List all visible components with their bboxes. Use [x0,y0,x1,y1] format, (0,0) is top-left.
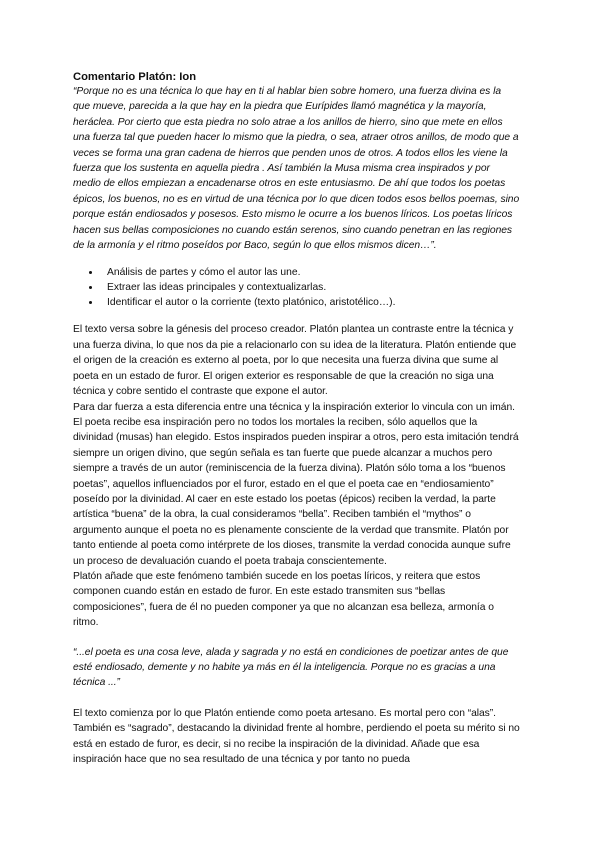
instruction-list [73,265,520,310]
paragraph: El texto comienza por lo que Platón entiende como poeta artesano. Es mortal pero con “alas”. También es “sagrado”, destacando la divinidad frente al hombre, perdiendo el poeta su mérito si no está en estado de furor, es decir, si no recibe la inspiración de la divinidad. Añade que esa inspiración hace que no sea resultado de una técnica y por tanto no pueda [73,707,520,766]
list-item: • Extraer las ideas principales y contextualizarlas. [101,280,520,295]
list-item: • Identificar el autor o la corriente (texto platónico, aristotélico…). [101,295,520,310]
opening-quote: “Porque no es una técnica lo que hay en ti al hablar bien sobre homero, una fuerza divina es la que mueve, parecida a la que hay en la piedra que Eurípides llamó magnética y la mayoría, heráclea. Por cierto que esta piedra no solo atrae a los anillos de hierro, sino que mete en ellos una fuerza tal que pueden hacer lo mismo que la piedra, o sea, atraer otros anillos, de modo que a veces se forma una gran cadena de hierros que penden unos de otros. A todos ellos les viene la fuerza que los sustenta en aquella piedra . Así también la Musa misma crea inspirados y por medio de ellos empiezan a encadenarse otros en este entusiasmo. De ahí que todos los poetas épicos, los buenos, no es en virtud de una técnica por lo que dicen todos esos bellos poemas, sino porque están endiosados y posesos. Esto mismo le ocurre a los buenos líricos. Los poetas líricos hacen sus bellas composiciones no cuando están serenos, sino cuando penetran en las regiones de la armonía y el ritmo poseídos por Baco, según lo que ellos mismos dicen…”. [73,86,520,252]
document-title: Comentario Platón: Ion [73,71,197,83]
paragraph: Para dar fuerza a esta diferencia entre una técnica y la inspiración exterior lo vincula con un imán. El poeta recibe esa inspiración pero no todos los mortales la reciben, sólo aquellos que la divinidad (musas) han elegido. Estos inspirados pueden inspirar a otros, pero esta imitación tendrá siempre un origen divino, que según señala es tan fuerte que puede alcanzar a muchos pero siempre a través de un autor (reminiscencia de la fuerza divina). Platón sólo toma a los “buenos poetas”, aquellos influenciados por el furor, estado en el que el poeta cae en “endiosamiento” poseído por la divinidad. Al caer en este estado los poetas (épicos) reciben la verdad, la parte artística “buena” de la obra, la cual consideramos “bella”. Reciben también el “mythos” o argumento aunque el poeta no es plenamente consciente de la verdad que transmite. Platón por tanto entiende al poeta como intérprete de los dioses, transmite la verdad conocida aunque sufre un proceso de devaluación cuando el poeta trabaja conscientemente. [73,401,519,567]
paragraph: Platón añade que este fenómeno también sucede en los poetas líricos, y reitera que estos componen cuando están en estado de furor. En este estado transmiten sus “bellas composiciones”, fuera de él no pueden componer ya que no alcanzan esa belleza, armonía o ritmo. [73,570,494,629]
list-item: • Análisis de partes y cómo el autor las une. [101,265,520,280]
second-quote: “...el poeta es una cosa leve, alada y sagrada y no está en condiciones de poetizar antes de que esté endiosado, demente y no habite ya más en él la inteligencia. Porque no es gracias a una técnica ...” [73,646,509,689]
body-section-1 [73,322,520,630]
paragraph: El texto versa sobre la génesis del proceso creador. Platón plantea un contraste entre la técnica y una fuerza divina, lo que nos da pie a relacionarlo con su idea de la literatura. Platón entiende que el origen de la creación es externo al poeta, por lo que necesita una fuerza divina que sume al poeta en un estado de furor. El origen exterior es responsable de que la creación no siga una técnica y cobre sentido el contraste que expone el autor. [73,324,517,398]
